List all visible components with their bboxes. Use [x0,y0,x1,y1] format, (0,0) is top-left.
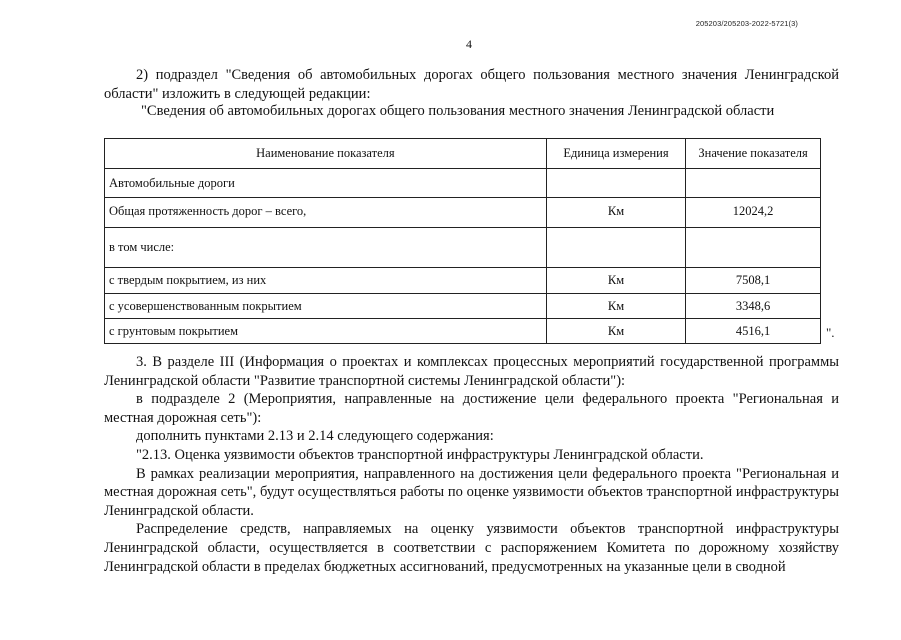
row-value: 7508,1 [686,268,821,294]
intro-paragraph: 2) подраздел "Сведения об автомобильных дорогах общего пользования местного значения Ленинградской области" изложить в следующей редакции: [104,67,839,102]
paragraph-funding: Распределение средств, направляемых на оценку уязвимости объектов транспортной инфраструктуры Ленинградской области, осуществляется в соответствии с распоряжением Комитета по дорожному хозяйству Ленинградской области в пределах бюджетных ассигнований, предусмотренных на указанные цели в сводной [104,521,839,575]
paragraph-item-2-13: "2.13. Оценка уязвимости объектов транспортной инфраструктуры Ленинградской области. [136,446,704,463]
table-title: "Сведения об автомобильных дорогах общего пользования местного значения Ленинградской области [141,103,775,119]
body-text [104,353,839,576]
table-row [105,169,821,198]
paragraph-subsection-2: в подразделе 2 (Мероприятия, направленные на достижение цели федерального проекта "Региональная и местная дорожная сеть"): [104,391,839,426]
table-row [105,268,821,294]
row-name: Общая протяженность дорог – всего, [105,198,547,228]
row-unit: Км [546,198,685,228]
row-value: 12024,2 [686,198,821,228]
paragraph-implementation: В рамках реализации мероприятия, направленного на достижения цели федерального проекта "Региональная и местная дорожная сеть", будут осуществляться работы по оценке уязвимости объектов транспортной инфраструктуры Ленинградской области. [104,465,839,519]
row-name: с твердым покрытием, из них [105,268,547,294]
column-header-unit: Единица измерения [546,139,685,169]
row-unit [546,228,685,268]
document-id: 205203/205203-2022-5721(3) [695,19,798,28]
column-header-name: Наименование показателя [105,139,547,169]
table-row [105,294,821,319]
row-name: в том числе: [105,228,547,268]
row-value [686,169,821,198]
table-row [105,228,821,268]
row-name: Автомобильные дороги [105,169,547,198]
row-unit: Км [546,268,685,294]
indicators-table [104,138,821,344]
row-value [686,228,821,268]
row-name: с усовершенствованным покрытием [105,294,547,319]
row-value: 4516,1 [686,319,821,344]
table-row [105,198,821,228]
table-row [105,319,821,344]
paragraph-add-items: дополнить пунктами 2.13 и 2.14 следующего содержания: [136,428,494,445]
table-header-row [105,139,821,169]
row-name: с грунтовым покрытием [105,319,547,344]
closing-quote-mark: ". [826,325,835,340]
row-unit: Км [546,319,685,344]
column-header-value: Значение показателя [686,139,821,169]
row-unit: Км [546,294,685,319]
paragraph-section-3: 3. В разделе III (Информация о проектах и комплексах процессных мероприятий государственной программы Ленинградской области "Развитие транспортной системы Ленинградской области"): [104,354,839,389]
row-unit [546,169,685,198]
page-number: 4 [466,37,472,51]
row-value: 3348,6 [686,294,821,319]
